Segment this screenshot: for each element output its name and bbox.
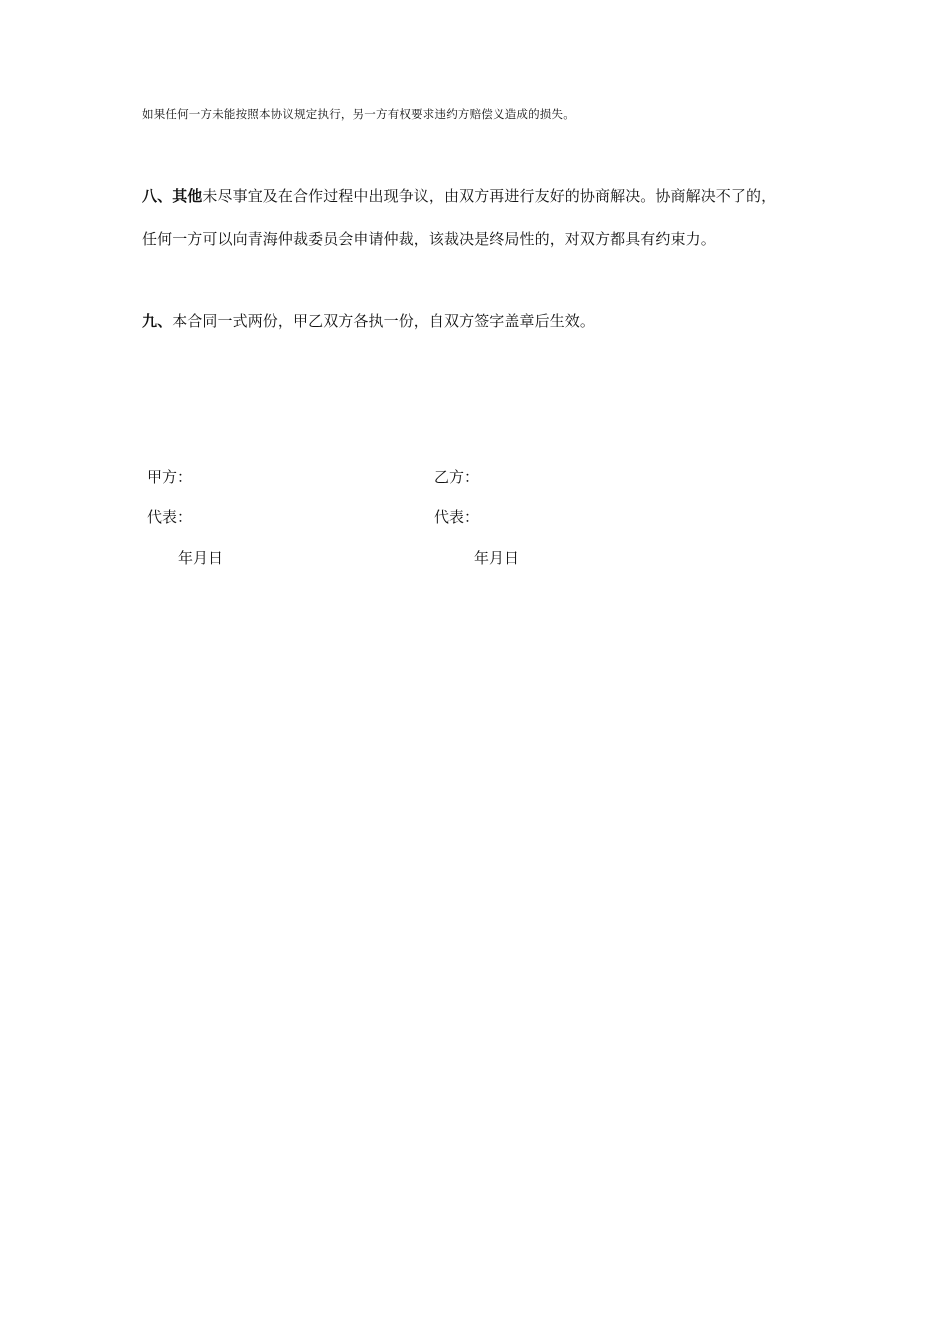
clause-8-line-2: 任何一方可以向青海仲裁委员会申请仲裁，该裁决是终局性的，对双方都具有约束力。 bbox=[142, 230, 716, 248]
party-a-label: 甲方： bbox=[147, 468, 193, 486]
party-a-date: 年月日 bbox=[178, 549, 224, 567]
party-a-representative: 代表： bbox=[147, 508, 193, 526]
party-b-label: 乙方： bbox=[434, 468, 480, 486]
clause-8-heading: 其他 bbox=[172, 187, 203, 205]
clause-9-number: 九、 bbox=[142, 312, 173, 330]
clause-9-text: 本合同一式两份，甲乙双方各执一份，自双方签字盖章后生效。 bbox=[172, 312, 596, 330]
clause-8-text: 未尽事宜及在合作过程中出现争议，由双方再进行友好的协商解决。协商解决不了的， bbox=[202, 187, 777, 205]
clause-9-line bbox=[142, 314, 595, 329]
party-b-representative: 代表： bbox=[434, 508, 480, 526]
clause-8-line-1 bbox=[142, 189, 776, 204]
clause-8-number: 八、 bbox=[142, 187, 173, 205]
clause-7-tail: 如果任何一方未能按照本协议规定执行，另一方有权要求违约方赔偿义造成的损失。 bbox=[142, 107, 575, 121]
party-b-date: 年月日 bbox=[474, 549, 520, 567]
